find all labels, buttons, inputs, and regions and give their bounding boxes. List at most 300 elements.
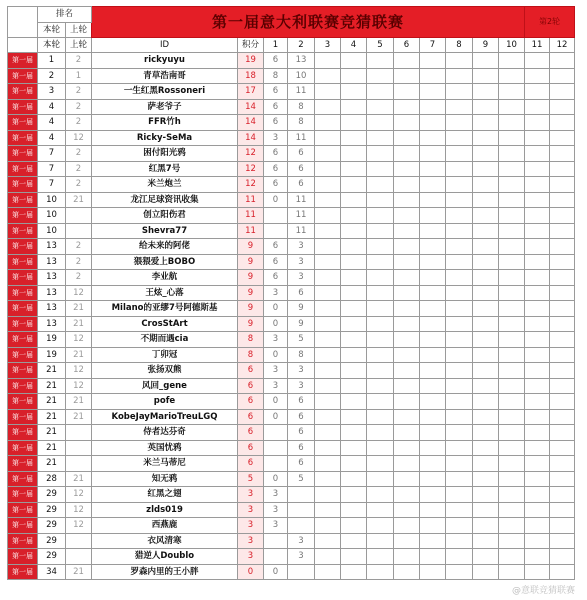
round9-cell	[473, 409, 499, 425]
round4-cell	[341, 471, 367, 487]
round11-cell	[525, 208, 550, 224]
round2-cell: 11	[288, 192, 315, 208]
points-cell: 3	[238, 533, 264, 549]
user-id-cell: 一生红黑Rossoneri	[92, 84, 238, 100]
round12-cell	[550, 208, 575, 224]
round3-cell	[315, 130, 341, 146]
round4-cell	[341, 363, 367, 379]
round8-cell	[446, 68, 473, 84]
sheet-title: 第一届意大利联赛竞猜联赛	[92, 7, 525, 38]
user-id-cell: 知无鸦	[92, 471, 238, 487]
round3-cell	[315, 564, 341, 580]
round9-cell	[473, 347, 499, 363]
round3-cell	[315, 549, 341, 565]
round12-cell	[550, 425, 575, 441]
rank-cell: 29	[38, 518, 66, 534]
round9-cell	[473, 53, 499, 69]
table-row	[8, 549, 575, 565]
rank-cell: 10	[38, 192, 66, 208]
tag-cell: 第一届	[8, 471, 38, 487]
round8-cell	[446, 533, 473, 549]
round1-cell: 3	[264, 332, 288, 348]
round5-cell	[367, 394, 394, 410]
prev-rank-cell	[66, 223, 92, 239]
user-id-cell: Shevra77	[92, 223, 238, 239]
round-header-3: 3	[315, 38, 341, 53]
round4-cell	[341, 270, 367, 286]
round2-cell: 11	[288, 84, 315, 100]
round2-cell: 3	[288, 378, 315, 394]
prev-rank-cell: 2	[66, 84, 92, 100]
round4-cell	[341, 192, 367, 208]
round2-cell: 3	[288, 363, 315, 379]
points-cell: 12	[238, 146, 264, 162]
user-id-cell: 西燕鹿	[92, 518, 238, 534]
prev-rank-cell: 21	[66, 301, 92, 317]
round8-cell	[446, 161, 473, 177]
points-cell: 5	[238, 471, 264, 487]
round3-cell	[315, 177, 341, 193]
round9-cell	[473, 471, 499, 487]
round10-cell	[499, 533, 525, 549]
rank-cell: 28	[38, 471, 66, 487]
round2-cell: 11	[288, 208, 315, 224]
round11-cell	[525, 425, 550, 441]
user-id-cell: FFR竹h	[92, 115, 238, 131]
prev-rank-cell: 12	[66, 332, 92, 348]
round3-cell	[315, 316, 341, 332]
round10-cell	[499, 192, 525, 208]
round7-cell	[420, 161, 446, 177]
rank-cell: 21	[38, 378, 66, 394]
round9-cell	[473, 177, 499, 193]
round11-cell	[525, 285, 550, 301]
user-id-cell: 红黑之翅	[92, 487, 238, 503]
rank-cell: 3	[38, 84, 66, 100]
round11-cell	[525, 254, 550, 270]
round11-cell	[525, 192, 550, 208]
round6-cell	[394, 409, 420, 425]
round8-cell	[446, 471, 473, 487]
round8-cell	[446, 254, 473, 270]
round-header-1: 1	[264, 38, 288, 53]
round10-cell	[499, 409, 525, 425]
round2-cell: 6	[288, 285, 315, 301]
round4-cell	[341, 301, 367, 317]
round7-cell	[420, 471, 446, 487]
tag-cell: 第一届	[8, 378, 38, 394]
round6-cell	[394, 53, 420, 69]
round4-cell	[341, 425, 367, 441]
round12-cell	[550, 316, 575, 332]
round7-cell	[420, 254, 446, 270]
round6-cell	[394, 146, 420, 162]
rank-cell: 13	[38, 285, 66, 301]
round1-cell: 3	[264, 363, 288, 379]
round2-cell: 8	[288, 115, 315, 131]
round5-cell	[367, 239, 394, 255]
round1-cell: 6	[264, 84, 288, 100]
rank-cell: 21	[38, 409, 66, 425]
round6-cell	[394, 363, 420, 379]
round6-cell	[394, 192, 420, 208]
user-id-cell: 米兰炮兰	[92, 177, 238, 193]
standings-table	[7, 6, 575, 580]
round2-cell: 3	[288, 254, 315, 270]
prev-rank-cell: 12	[66, 130, 92, 146]
table-row	[8, 223, 575, 239]
round4-cell	[341, 502, 367, 518]
round8-cell	[446, 487, 473, 503]
rank-cell: 13	[38, 270, 66, 286]
prev-rank-cell: 2	[66, 254, 92, 270]
points-cell: 6	[238, 409, 264, 425]
round3-cell	[315, 146, 341, 162]
round3-cell	[315, 223, 341, 239]
round9-cell	[473, 208, 499, 224]
user-id-cell: 困付阳光鸦	[92, 146, 238, 162]
user-id-cell: 张扬双熊	[92, 363, 238, 379]
round6-cell	[394, 115, 420, 131]
round3-cell	[315, 456, 341, 472]
round5-cell	[367, 471, 394, 487]
rank-cell: 4	[38, 99, 66, 115]
round5-cell	[367, 425, 394, 441]
round3-cell	[315, 99, 341, 115]
round8-cell	[446, 549, 473, 565]
round6-cell	[394, 285, 420, 301]
round4-cell	[341, 409, 367, 425]
rank-cell: 29	[38, 502, 66, 518]
round3-cell	[315, 518, 341, 534]
round1-cell: 8	[264, 68, 288, 84]
round5-cell	[367, 146, 394, 162]
user-id-cell: 衣风清寒	[92, 533, 238, 549]
user-id-cell: 丁卯冠	[92, 347, 238, 363]
table-row	[8, 378, 575, 394]
round9-cell	[473, 456, 499, 472]
prev-rank-cell	[66, 440, 92, 456]
round12-cell	[550, 99, 575, 115]
round-header-9: 9	[473, 38, 499, 53]
round6-cell	[394, 177, 420, 193]
round9-cell	[473, 363, 499, 379]
rank-cell: 29	[38, 487, 66, 503]
user-id-cell: 英国忧鸦	[92, 440, 238, 456]
round3-cell	[315, 270, 341, 286]
round7-cell	[420, 316, 446, 332]
round4-cell	[341, 285, 367, 301]
prev-rank-cell: 12	[66, 285, 92, 301]
round12-cell	[550, 239, 575, 255]
standings-sheet	[7, 6, 575, 580]
points-cell: 9	[238, 301, 264, 317]
round5-cell	[367, 347, 394, 363]
round4-cell	[341, 161, 367, 177]
round10-cell	[499, 84, 525, 100]
round12-cell	[550, 347, 575, 363]
rank-cell: 21	[38, 394, 66, 410]
prev-rank-cell: 21	[66, 192, 92, 208]
table-row	[8, 115, 575, 131]
round1-cell: 0	[264, 192, 288, 208]
round12-cell	[550, 130, 575, 146]
round6-cell	[394, 84, 420, 100]
round2-cell: 11	[288, 130, 315, 146]
round1-cell	[264, 440, 288, 456]
round8-cell	[446, 363, 473, 379]
round6-cell	[394, 270, 420, 286]
round3-cell	[315, 378, 341, 394]
table-row	[8, 84, 575, 100]
round7-cell	[420, 409, 446, 425]
round9-cell	[473, 254, 499, 270]
round11-cell	[525, 53, 550, 69]
round11-cell	[525, 161, 550, 177]
user-id-cell: 红黑7号	[92, 161, 238, 177]
round4-cell	[341, 177, 367, 193]
tag-cell: 第一届	[8, 208, 38, 224]
prev-rank-cell: 2	[66, 115, 92, 131]
round5-cell	[367, 316, 394, 332]
round4-cell	[341, 84, 367, 100]
round2-cell: 11	[288, 223, 315, 239]
round5-cell	[367, 84, 394, 100]
round6-cell	[394, 456, 420, 472]
round2-cell: 3	[288, 533, 315, 549]
tag-cell: 第一届	[8, 363, 38, 379]
round9-cell	[473, 239, 499, 255]
round5-cell	[367, 130, 394, 146]
table-row	[8, 239, 575, 255]
round10-cell	[499, 208, 525, 224]
points-cell: 11	[238, 208, 264, 224]
round5-cell	[367, 68, 394, 84]
tag-cell: 第一届	[8, 177, 38, 193]
table-row	[8, 564, 575, 580]
round11-cell	[525, 239, 550, 255]
round1-cell: 0	[264, 301, 288, 317]
round3-cell	[315, 502, 341, 518]
round2-cell: 3	[288, 270, 315, 286]
round4-cell	[341, 564, 367, 580]
points-cell: 9	[238, 270, 264, 286]
user-id-cell: 萨老爷子	[92, 99, 238, 115]
round12-cell	[550, 192, 575, 208]
round10-cell	[499, 285, 525, 301]
table-row	[8, 471, 575, 487]
round11-cell	[525, 533, 550, 549]
tag-cell: 第一届	[8, 130, 38, 146]
tag-header	[8, 38, 38, 53]
prev-rank-cell	[66, 549, 92, 565]
round5-cell	[367, 549, 394, 565]
round12-cell	[550, 502, 575, 518]
rank-cell: 19	[38, 332, 66, 348]
round9-cell	[473, 440, 499, 456]
tag-cell: 第一届	[8, 518, 38, 534]
round4-cell	[341, 99, 367, 115]
round7-cell	[420, 549, 446, 565]
round7-cell	[420, 130, 446, 146]
id-header: ID	[92, 38, 238, 53]
prev-rank-cell: 12	[66, 502, 92, 518]
round8-cell	[446, 53, 473, 69]
round6-cell	[394, 533, 420, 549]
round8-cell	[446, 177, 473, 193]
round6-cell	[394, 518, 420, 534]
round11-cell	[525, 301, 550, 317]
round12-cell	[550, 254, 575, 270]
round12-cell	[550, 456, 575, 472]
round10-cell	[499, 471, 525, 487]
round11-cell	[525, 471, 550, 487]
prev-rank-cell	[66, 456, 92, 472]
round6-cell	[394, 440, 420, 456]
round12-cell	[550, 564, 575, 580]
prev-round-col: 上轮	[66, 38, 92, 53]
round1-cell: 3	[264, 130, 288, 146]
table-row	[8, 502, 575, 518]
round11-cell	[525, 84, 550, 100]
user-id-cell: 风回_gene	[92, 378, 238, 394]
table-row	[8, 394, 575, 410]
tag-cell: 第一届	[8, 487, 38, 503]
table-row	[8, 254, 575, 270]
table-row	[8, 161, 575, 177]
rank-cell: 13	[38, 316, 66, 332]
prev-rank-cell: 21	[66, 564, 92, 580]
tag-cell: 第一届	[8, 409, 38, 425]
prev-rank-cell: 21	[66, 471, 92, 487]
round10-cell	[499, 301, 525, 317]
round2-cell: 9	[288, 316, 315, 332]
points-cell: 17	[238, 84, 264, 100]
round12-cell	[550, 471, 575, 487]
round4-cell	[341, 208, 367, 224]
round-header-11: 11	[525, 38, 550, 53]
round3-cell	[315, 440, 341, 456]
table-row	[8, 208, 575, 224]
round1-cell: 3	[264, 502, 288, 518]
prev-rank-cell: 21	[66, 347, 92, 363]
round7-cell	[420, 425, 446, 441]
round9-cell	[473, 115, 499, 131]
round3-cell	[315, 394, 341, 410]
points-cell: 6	[238, 440, 264, 456]
round7-cell	[420, 518, 446, 534]
tag-cell: 第一届	[8, 285, 38, 301]
round2-cell: 6	[288, 177, 315, 193]
round10-cell	[499, 223, 525, 239]
round9-cell	[473, 502, 499, 518]
table-row	[8, 68, 575, 84]
table-row	[8, 53, 575, 69]
table-row	[8, 363, 575, 379]
round7-cell	[420, 363, 446, 379]
tag-cell: 第一届	[8, 223, 38, 239]
round8-cell	[446, 192, 473, 208]
round5-cell	[367, 285, 394, 301]
round10-cell	[499, 115, 525, 131]
round10-cell	[499, 440, 525, 456]
round6-cell	[394, 223, 420, 239]
round10-cell	[499, 549, 525, 565]
round7-cell	[420, 285, 446, 301]
tag-cell: 第一届	[8, 549, 38, 565]
round12-cell	[550, 223, 575, 239]
round7-cell	[420, 378, 446, 394]
round9-cell	[473, 487, 499, 503]
round1-cell: 3	[264, 518, 288, 534]
round5-cell	[367, 53, 394, 69]
round3-cell	[315, 239, 341, 255]
round1-cell	[264, 223, 288, 239]
round12-cell	[550, 84, 575, 100]
round11-cell	[525, 378, 550, 394]
round1-cell: 3	[264, 285, 288, 301]
round10-cell	[499, 99, 525, 115]
table-row	[8, 316, 575, 332]
points-cell: 8	[238, 347, 264, 363]
round8-cell	[446, 425, 473, 441]
round7-cell	[420, 456, 446, 472]
round8-cell	[446, 502, 473, 518]
round7-cell	[420, 270, 446, 286]
round6-cell	[394, 161, 420, 177]
round7-cell	[420, 115, 446, 131]
round9-cell	[473, 378, 499, 394]
rank-cell: 29	[38, 549, 66, 565]
round12-cell	[550, 363, 575, 379]
user-id-cell: 龙江足球资讯收集	[92, 192, 238, 208]
round11-cell	[525, 564, 550, 580]
round1-cell: 6	[264, 99, 288, 115]
rank-cell: 21	[38, 363, 66, 379]
round11-cell	[525, 68, 550, 84]
round5-cell	[367, 115, 394, 131]
column-header-row	[8, 38, 575, 53]
round-header-6: 6	[394, 38, 420, 53]
prev-rank-cell: 2	[66, 161, 92, 177]
round2-cell: 5	[288, 471, 315, 487]
round10-cell	[499, 161, 525, 177]
round-header-4: 4	[341, 38, 367, 53]
round4-cell	[341, 239, 367, 255]
round2-cell	[288, 518, 315, 534]
round9-cell	[473, 84, 499, 100]
round10-cell	[499, 378, 525, 394]
round5-cell	[367, 301, 394, 317]
round9-cell	[473, 533, 499, 549]
round9-cell	[473, 301, 499, 317]
rank-cell: 13	[38, 239, 66, 255]
table-row	[8, 130, 575, 146]
round5-cell	[367, 487, 394, 503]
round12-cell	[550, 53, 575, 69]
rank-cell: 4	[38, 115, 66, 131]
rank-cell: 21	[38, 456, 66, 472]
round6-cell	[394, 549, 420, 565]
round7-cell	[420, 502, 446, 518]
round12-cell	[550, 270, 575, 286]
round8-cell	[446, 316, 473, 332]
round1-cell	[264, 456, 288, 472]
round6-cell	[394, 564, 420, 580]
tag-cell: 第一届	[8, 192, 38, 208]
round7-cell	[420, 394, 446, 410]
round3-cell	[315, 53, 341, 69]
